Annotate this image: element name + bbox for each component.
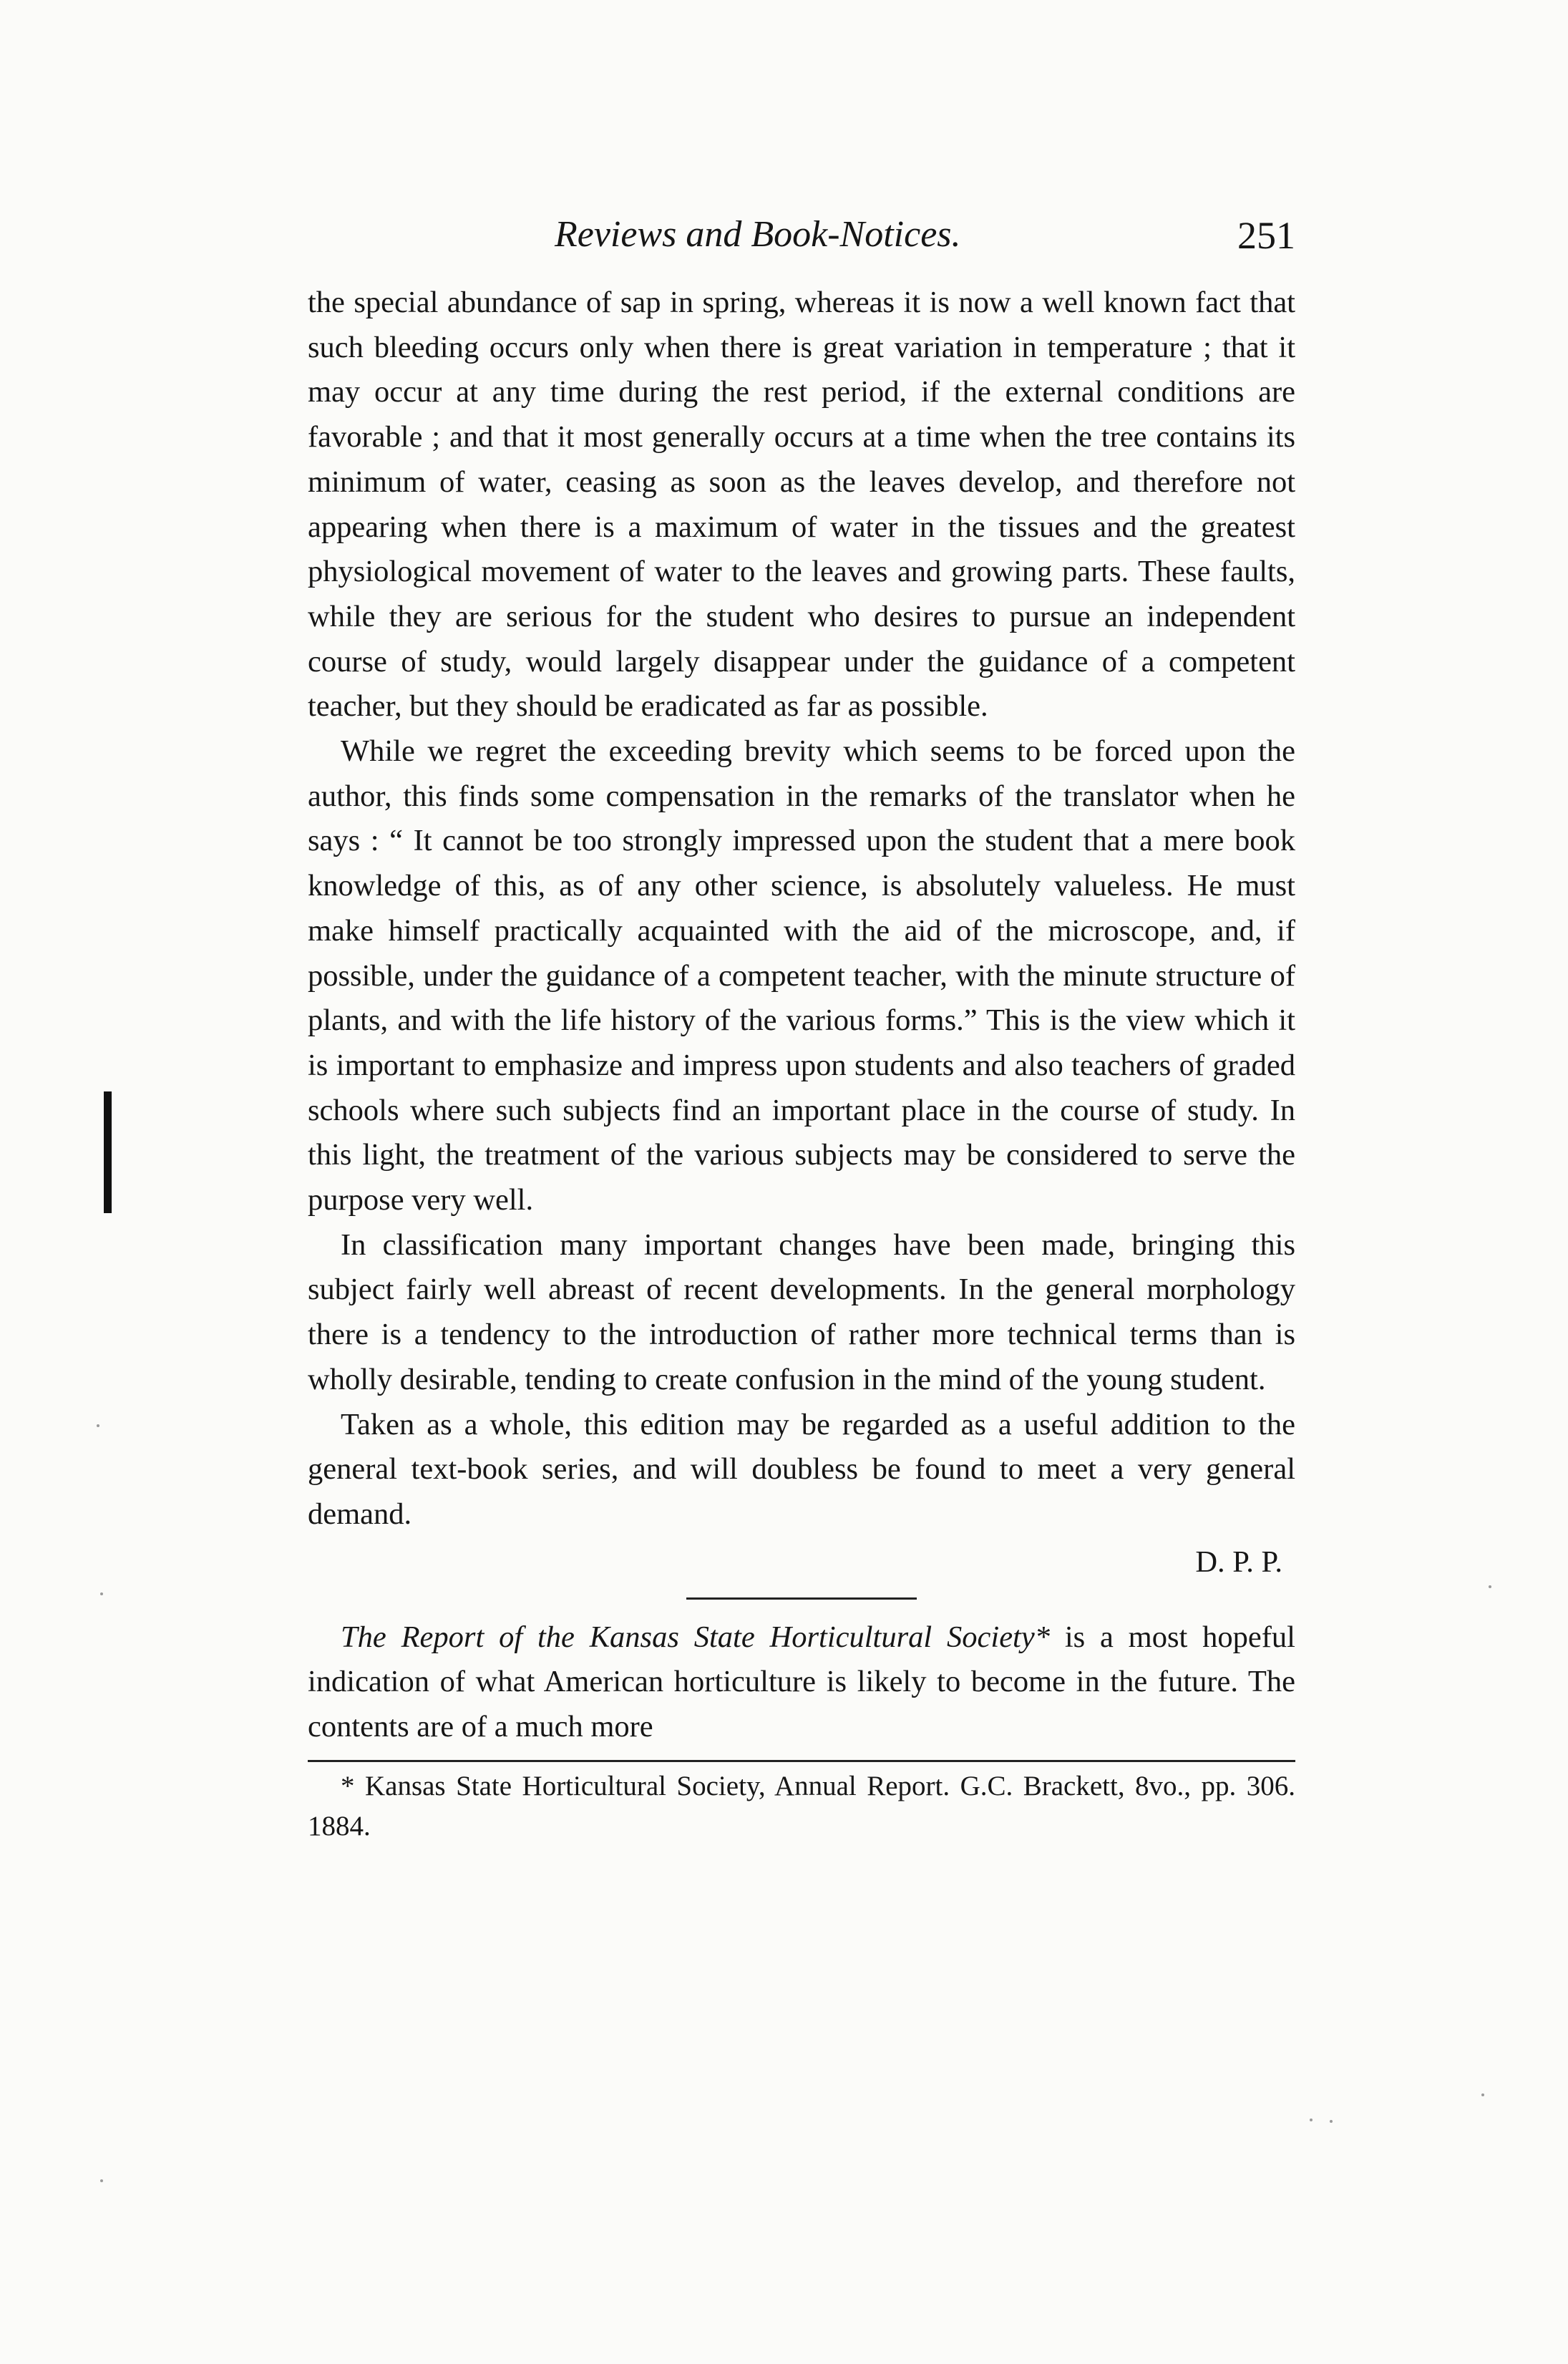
paragraph: the special abundance of sap in spring, whereas it is now a well known fact that such bleeding occurs only when there is great variation in temperature ; that it may occur at any time during the rest period, if the external conditions are favorable ; and that it most generally occurs at a time when the tree contains its minimum of water, ceasing as soon as the leaves develop, and therefore not appearing when there is a maximum of water in the tissues and the greatest physiological movement of water to the leaves and growing parts. These faults, while they are serious for the student who desires to pursue an independent course of study, would largely disappear under the guidance of a competent teacher, but they should be eradicated as far as possible. [308,286,1295,724]
book-page [308,208,1295,1847]
running-title: Reviews and Book-Notices. [555,214,961,255]
paragraph: In classification many important changes have been made, bringing this subject fairly well abreast of recent developments. In the general morphology there is a tendency to the introduction of rather more technical terms than is wholly desirable, tending to create confusion in the mind of the young student. [308,1227,1295,1396]
footnote-rule [308,1760,1295,1762]
scan-speck [1310,2119,1313,2121]
scan-speck [100,1592,103,1595]
section-divider [686,1597,917,1600]
margin-scan-mark [104,1091,112,1213]
scan-speck [1489,1585,1491,1588]
scan-speck [100,2179,103,2182]
paragraph: Taken as a whole, this edition may be regarded as a useful addition to the general text-book series, and will doubless be found to meet a very general demand. [308,1407,1295,1531]
scan-speck [97,1424,99,1427]
reviewer-signature: D. P. P. [1195,1545,1282,1579]
paragraph [308,1615,1295,1750]
page-number: 251 [1237,214,1295,257]
scan-speck [1330,2120,1333,2123]
review-text: is a most hopeful indication of what American horticulture is likely to become in the future. The contents are of a much more [308,1620,1295,1744]
review-title: The Report of the Kansas State Horticultural Society* [341,1620,1050,1654]
scan-speck [1481,2093,1484,2096]
running-head [308,208,1295,265]
footnote: * Kansas State Horticultural Society, Annual Report. G.C. Brackett, 8vo., pp. 306. 1884. [308,1770,1295,1842]
paragraph: While we regret the exceeding brevity which seems to be forced upon the author, this finds some compensation in the remarks of the translator when he says : “ It cannot be too strongly impressed upon the student that a mere book knowledge of this, as of any other science, is absolutely valueless. He must make himself practically acquainted with the aid of the microscope, and, if possible, under the guidance of a competent teacher, with the minute structure of plants, and with the life history of the various forms.” This is the view which it is important to emphasize and impress upon students and also teachers of graded schools where such subjects find an important place in the course of study. In this light, the treatment of the various subjects may be considered to serve the purpose very well. [308,734,1295,1217]
next-review [308,1615,1295,1750]
body-text [308,281,1295,1537]
